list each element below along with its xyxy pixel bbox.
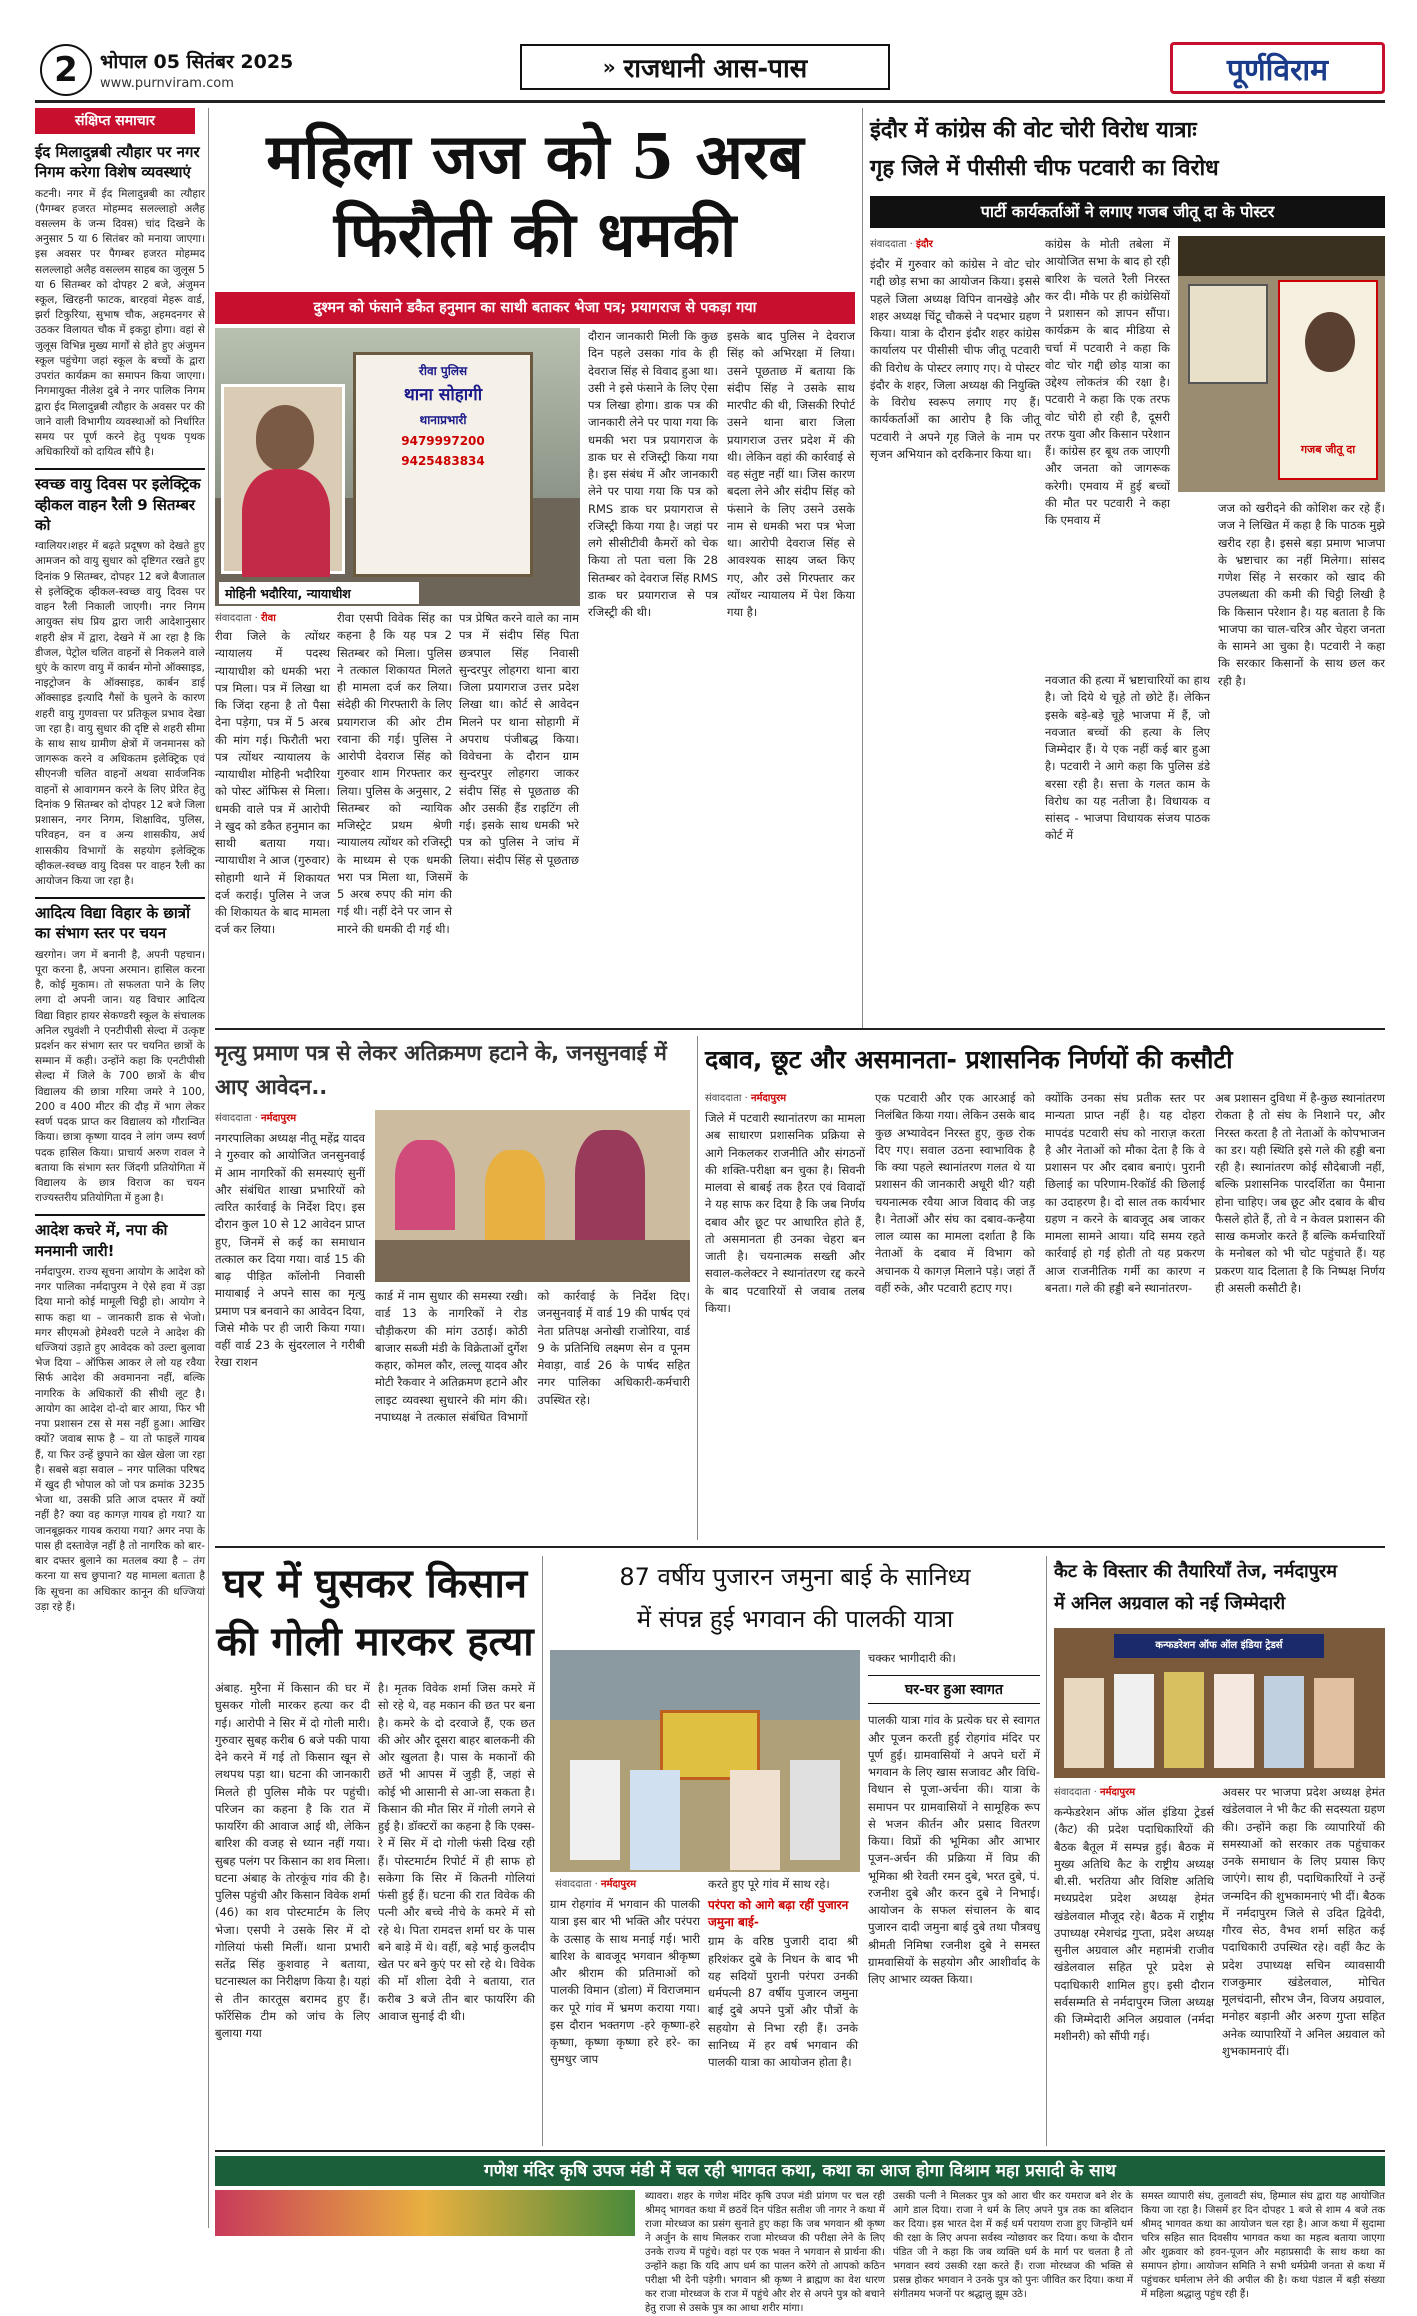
lead-body-col: रीवा एसपी विवेक सिंह का कहना है कि यह पत्र 2 सितम्बर को मिला। पुलिस ने तत्काल शिकायत मिलते ही मामला दर्ज कर लिया। संदेही की गिरफ्तारी के लिए प्रयागराज की ओर टीम रवाना की गई। पुलिस ने आरोपी देवराज सिंह को गुरुवार शाम गिरफ्तार कर लिया। पुलिस के अनुसार, 2 सितम्बर को न्यायिक मजिस्ट्रेट प्रथम श्रेणी न्यायालय त्योंथर को रजिस्ट्री के माध्यम से एक धमकी भरा पत्र मिला था, जिसमें 5 अरब रुपए की मांग की गई थी। नहीं देने पर जान से मारने की धमकी दी गई थी। — [337, 611, 452, 936]
sidebar-item — [35, 903, 205, 1206]
palki-headline-line2: में संपन्न हुई भगवान की पालकी यात्रा — [636, 1605, 954, 1633]
indore-byline: संवाददाता · इंदौर — [870, 239, 933, 250]
board-line: थानाप्रभारी — [419, 413, 467, 428]
lead-photo-caption: मोहिनी भदौरिया, न्यायाधीश — [219, 582, 419, 604]
jansunwai-byline: संवाददाता · नर्मदापुरम — [215, 1113, 297, 1124]
palki-body-col: ग्राम रोहगांव में भगवान की पालकी यात्रा इस बार भी भक्ति और परंपरा के उत्साह के साथ मनाई गई। भारी बारिश के बावजूद भगवान श्रीकृष्ण और श्रीराम की प्रतिमाओं को पालकी विमान (डोला) में विराजमान कर पूरे गांव में भ्रमण कराया गया। इस दौरान भक्तगण -हरे कृष्णा-हरे कृष्णा, कृष्णा कृष्णा हरे हरे- का सुमधुर जाप — [550, 1897, 700, 2067]
byline-reporter: संवाददाता — [1054, 1787, 1091, 1798]
byline-reporter: संवाददाता — [555, 1879, 592, 1890]
byline-place: नर्मदापुरम — [1099, 1787, 1136, 1798]
palki-subhead: परंपरा को आगे बढ़ा रहीं पुजारन जमुना बाई- — [708, 1898, 849, 1930]
indore-headline-line1: इंदौर में कांग्रेस की वोट चोरी विरोध यात्राः — [870, 118, 1197, 143]
page-number-badge — [40, 44, 92, 96]
kisan-headline-line2: की गोली मारकर हत्या — [216, 1618, 534, 1665]
byline-place: रीवा — [260, 613, 276, 624]
byline-reporter: संवाददाता — [870, 239, 907, 250]
logo: पूर्णविराम — [1170, 42, 1385, 94]
lead-body-col: दौरान जानकारी मिली कि कुछ दिन पहले उसका गांव के ही देवराज सिंह से विवाद हुआ था। उसी ने इसे फंसाने के लिए ऐसा पत्र लिखा होगा। डाक पत्र की जानकारी लेने पर पाया गया कि धमकी भरा पत्र प्रयागराज के डाक घर से रजिस्ट्री किया गया है। इस संबंध में और जानकारी लेने पर पाया गया कि पत्र को RMS डाक घर प्रयागराज से रजिस्ट्री किया गया है। जहां पर लगे सीसीटीवी कैमरों को चेक किया तो पता चला कि 28 सितम्बर को देवराज सिंह RMS डाक घर प्रयागराज से पत्र रजिस्ट्री की थी। — [588, 329, 718, 619]
section-label-box — [520, 44, 890, 90]
website-link[interactable]: www.purnviram.com — [100, 76, 234, 91]
board-line: थाना सोहागी — [403, 385, 483, 406]
jansunwai-photo — [375, 1110, 690, 1282]
byline-place: इंदौर — [915, 239, 933, 250]
jansunwai-body-col: नगरपालिका अध्यक्ष नीतू महेंद्र यादव ने गुरुवार को आयोजित जनसुनवाई में आम नागरिकों की समस्याएं सुनीं और संबंधित शाखा प्रभारियों को त्वरित कार्रवाई के निर्देश दिए। इस दौरान कुल 10 से 12 आवेदन प्राप्त हुए, जिनमें से कई का समाधान तत्काल कर दिया गया। वार्ड 15 की बाढ़ पीड़ित कॉलोनी निवासी मायाबाई ने अपने सास का मृत्यु प्रमाण पत्र बनवाने का आवेदन दिया, जिसे मौके पर ही जारी किया गया। वहीं वार्ड 23 के सुंदरलाल ने गरीबी रेखा राशन — [215, 1131, 365, 1370]
column-rule — [542, 1556, 543, 2146]
poster — [1278, 280, 1378, 480]
board-line: 9479997200 — [401, 433, 485, 448]
byline-place: नर्मदापुरम — [260, 1113, 297, 1124]
indore-body-col: जज को खरीदने की कोशिश कर रहे हैं। जज ने लिखित में कहा है कि पाठक मुझे खरीद रहा है। इससे बड़ा प्रमाण भाजपा के भ्रष्टाचार का नहीं मिलेगा। सांसद गणेश सिंह ने सरकार को खाद की उपलब्धता की कमी की चिट्ठी लिखी है कि किसान परेशान है। यह बताता है कि भाजपा का चाल-चरित्र और चेहरा जनता के सामने आ चुका है। पटवारी ने कहा कि सरकार किसानों के साथ छल कर रही है। — [1218, 501, 1385, 688]
dabav-body-col: जिले में पटवारी स्थानांतरण का मामला अब साधारण प्रशासनिक प्रक्रिया से आगे निकलकर राजनीति और संगठनों की शक्ति-परीक्षा बन चुका है। सिवनी मालवा से बाबई तक हैरत एवं विवादों ने यह साफ कर दिया है कि जब निर्णय दबाव और छूट पर आधारित होते हैं, तो असमानता ही उनका चेहरा बन जाती है। चयनात्मक सख्ती और सवाल-कलेक्टर ने स्थानांतरण रद्द करने के बाद पटवारियों से जवाब तलब किया। — [705, 1111, 865, 1315]
palki-photo — [550, 1650, 860, 1872]
column-rule — [1046, 1556, 1047, 2146]
ganesh-headline: गणेश मंदिर कृषि उपज मंडी में चल रही भागवत कथा, कथा का आज होगा विश्राम महा प्रसादी के साथ — [215, 2156, 1385, 2186]
sidebar-divider — [35, 468, 205, 470]
palki-body-col — [708, 1876, 858, 2142]
lead-headline-line1: महिला जज को 5 अरब — [266, 120, 804, 193]
indore-headline-line2: गृह जिले में पीसीसी चीफ पटवारी का विरोध — [870, 156, 1219, 181]
ganesh-body-col: ब्यावरा। शहर के गणेश मंदिर कृषि उपज मंडी प्रांगण पर चल रही श्रीमद् भागवत कथा में छठवें दिन पंडित सतीश जी नागर ने कथा में राजा मोरध्वज का प्रसंग सुनाते हुए कहा कि जब भगवान श्री कृष्ण ने अर्जुन के साथ मिलकर राजा मोरध्वज की परीक्षा लेने के लिए उनके राज्य में पहुंचे। वहां पर एक भक्त ने भगवान से प्रार्थना की। उन्होंने कहा कि यदि आप धर्म का पालन करेंगे तो आपको कठिन परीक्षा भी देनी पड़ेगी। भगवान श्री कृष्ण ने ब्राह्मण का वेश धारण कर राजा मोरध्वज के राज में पहुंचे और शेर से अपने पुत्र को बचाने हेतु राजा से उसके पुत्र का आधा शरीर मांगा। — [645, 2191, 885, 2314]
sidebar-body: खरगोन। जग में बनानी है, अपनी पहचान। पूरा करना है, अपना अरमान। हासिल करना है, कोई मुकाम। तो सफलता पाने के लिए लगा दो अपनी जान। यह विचार आदित्य विद्या विहार हायर सेकण्डरी स्कूल के संचालक अनिल रघुवंशी ने एनटीपीसी सेल्दा में उत्कृष्ट प्रदर्शन कर संभाग स्तर पर चयनित छात्रों के सम्मान में कही। उन्होंने कहा कि एनटीपीसी सेल्दा में जिले के 700 छात्रों के बीच विद्यालय की छात्रा गरिमा जमरे ने 100, 200 व 400 मीटर की दौड़ में भाग लेकर स्वर्ण पदक प्राप्त कर विद्यालय को गौरान्वित किया। छात्रा कृष्णा यादव ने लांग जम्प स्वर्ण पदक हासिल किया। प्राचार्य अरुण रावल ने बताया कि संभाग स्तर जिंदगी प्रतियोगिता में विद्यालय के छात्र विराज का चयन राज्यस्तरीय प्रतियोगिता में हुआ है। — [35, 948, 205, 1205]
kisan-body-col: है। मृतक विवेक शर्मा जिस कमरे में सो रहे थे, वह मकान की छत पर बना है। कमरे के दो दरवाजे हैं, एक छत की ओर और दूसरा बाहर बालकनी की ओर खुलता है। पास के मकानों की छतें भी आपस में जुड़ी हैं, जहां से कोई भी आसानी से आ-जा सकता है। किसान की मौत सिर में गोली लगने से हुई है। डॉक्टरों का कहना है कि एक्स-रे में सिर में दो गोली फंसी दिख रही हैं। पोस्टमार्टम रिपोर्ट में ही साफ हो सकेगा कि सिर में कितनी गोलियां फंसी हुई हैं। घटना की रात विवेक की पत्नी और बच्चे नीचे के कमरे में सो रहे थे। पिता रामदत्त शर्मा घर के पास बने बाड़े में थे। वहीं, बड़े भाई कुलदीप खेत पर बने कुएं पर सो रहे थे। विवेक की माँ शीला देवी ने बताया, रात करीब 3 बजे तीन बार फायरिंग की आवाज सुनाई दी थी। — [378, 1681, 535, 2023]
jansunwai-body-col: कार्ड में नाम सुधार की समस्या रखी। वार्ड 13 के नागरिकों ने रोड चौड़ीकरण की मांग उठाई। कोठी बाजार सब्जी मंडी के विक्रेताओं दुर्गेश कहार, कोमल कौर, लल्लू यादव और मोटी रैकवार ने अतिक्रमण हटाने और लाइट व्यवस्था सुधारने की मांग की। नपाध्यक्ष ने तत्काल संबंधित विभागों को कार्रवाई के निर्देश दिए। जनसुनवाई में वार्ड 19 की पार्षद एवं नेता प्रतिपक्ष अनोखी राजोरिया, वार्ड 9 के प्रतिनिधि लक्ष्मण सेन व पूनम मेवाड़ा, वार्ड 26 के पार्षद सहित नगर पालिका अधिकारी-कर्मचारी उपस्थित रहे। — [375, 1289, 690, 1424]
sidebar-item — [35, 1220, 205, 1615]
ganesh-body-col: उसकी पत्नी ने मिलकर पुत्र को आरा चीर कर यमराज बने शेर के आगे डाल दिया। राजा ने धर्म के लिए अपने पुत्र तक का बलिदान कर दिया। इस भारत देश में कई धर्म परायण राजा हुए जिन्होंने धर्म की रक्षा के लिए अपना सर्वस्व न्योछावर कर दिया। कथा के दौरान पंडित जी ने कहा कि जब व्यक्ति धर्म के मार्ग पर चलता है तो भगवान स्वयं उसकी रक्षा करते हैं। राजा मोरध्वज की भक्ति से प्रसन्न होकर भगवान ने उनके पुत्र को पुनः जीवित कर दिया। कथा में संगीतमय भजनों पर श्रद्धालु झूम उठे। — [893, 2191, 1133, 2300]
ganesh-photo — [215, 2190, 635, 2236]
palki-byline: संवाददाता · नर्मदापुरम — [555, 1879, 637, 1890]
double-chevron-icon: » — [602, 55, 616, 79]
sidebar-divider — [35, 1214, 205, 1216]
ganesh-body-col: समस्त व्यापारी संघ, तुलावटी संघ, हिम्माल संघ द्वारा यह आयोजित किया जा रहा है। जिसमें हर दिन दोपहर 1 बजे से शाम 4 बजे तक श्रीमद् भागवत कथा का आयोजन चल रहा है। आज कथा में सुदामा चरित्र सहित सात दिवसीय भागवत कथा का महत्व बताया जाएगा और शुक्रवार को हवन-पूजन और महाप्रसादी के साथ कथा का समापन होगा। आयोजन समिति ने सभी धर्मप्रेमी जनता से कथा में पहुंचकर धर्मलाभ लेने की अपील की है। कथा पंडाल में बड़ी संख्या में महिला श्रद्धालु पहुंच रही हैं। — [1141, 2191, 1385, 2300]
poster-photo — [1178, 236, 1385, 492]
byline-place: नर्मदापुरम — [750, 1093, 787, 1104]
palki-body-text: करते हुए पूरे गांव में साथ रहे। — [708, 1877, 830, 1891]
kat-body-col: अवसर पर भाजपा प्रदेश अध्यक्ष हेमंत खंडेलवाल ने भी कैट की सदस्यता ग्रहण की। उन्होंने कहा कि व्यापारियों की समस्याओं को सरकार तक पहुंचाकर उनके समाधान के लिए प्रयास किए जाएंगे। साथ ही, पदाधिकारियों ने उन्हें जन्मदिन की शुभकामनाएं भी दीं। बैठक में नर्मदापुरम जिले से उदित द्विवेदी, गौरव सेठ, वैभव शर्मा सहित कई पदाधिकारी उपस्थित रहे। वहीं कैट के प्रदेश उपाध्यक्ष सचिन व्यावसायी राजकुमार खंडेलवाल, मोचित मूलचंदानी, सौरभ जैन, विजय अग्रवाल, मनोहर बड़ानी और अरुण गुप्ता सहित अनेक व्यापारियों ने अनिल अग्रवाल को शुभकामनाएं दीं। — [1222, 1785, 1385, 2058]
byline-reporter: संवाददाता — [215, 1113, 252, 1124]
jansunwai-headline: मृत्यु प्रमाण पत्र से लेकर अतिक्रमण हटाने के, जनसुनवाई में आए आवेदन.. — [215, 1041, 667, 1099]
sidebar-body: कटनी। नगर में ईद मिलादुन्नबी का त्यौहार (पैगम्बर हजरत मोहम्मद सलल्लाहो अलैह वसल्लम के जन्म दिवस) चांद दिखने के अनुसार 5 या 6 सितंबर को मनाया जाएगा। इस अवसर पर पैगम्बर हजरत मोहम्मद सलल्लाहो अलैह वसल्लम साहब का जुलूस 5 या 6 सितम्बर को दोपहर 2 बजे, अंजुमन स्कूल, खिरहनी फाटक, बारहवां मेहरू वार्ड, झर्रा टिकुरिया, सुभाष चौक, अहमदनगर से उठकर विलायत चौक में इकट्ठा होगा। वहां से जुलूस विभिन्न मुख्य मार्गों से होते हुए अंजुमन स्कूल पहुंचेगा जहां स्कूल के बच्चों के द्वारा उपरांत कार्यक्रम का समापन किया जाएगा। निगमायुक्त नीलेश दुबे ने नगर पालिक निगम द्वारा ईद मिलादुन्नबी त्यौहार के अवसर पर की जाने वाली विभागीय व्यवस्थाओं को निर्धारित समय पर पूर्ण करने हेतु पृथक पृथक अधिकारियों को दायित्व सौंपे है। — [35, 187, 205, 459]
palki-body-text: पालकी यात्रा गांव के प्रत्येक घर से स्वागत और पूजन करती हुई रोहगांव मंदिर पर पूर्ण हुई। ग्रामवासियों ने अपने घरों में भगवान के लिए खास सजावट और विधि-विधान से पूजा-अर्चना की। यात्रा के समापन पर ग्रामवासियों ने सामूहिक रूप से भजन कीर्तन और प्रसाद वितरण किया। विप्रों की भूमिका और आभार पूजन-अर्चन की प्रक्रिया में विप्र की भूमिका श्री रेवती रमन दुबे, भरत दुबे, पं. रजनीश दुबे और करन दुबे ने निभाई। आयोजन के सफल संचालन के बाद पुजारन दादी जमुना बाई दुबे तथा पौत्रवधु श्रीमती निमिषा रजनीश दुबे ने समस्त ग्रामवासियों के सहयोग और आशीर्वाद के लिए आभार व्यक्त किया। — [868, 1713, 1040, 1986]
kat-headline-line1: कैट के विस्तार की तैयारियाँ तेज, नर्मदापुरम — [1054, 1561, 1338, 1582]
sidebar-body: नर्मदापुरम. राज्य सूचना आयोग के आदेश को नगर पालिका नर्मदापुरम ने ऐसे हवा में उड़ा दिया मानो कोई मामूली चिट्ठी हो। आयोग ने साफ कहा था – जानकारी डाक से भेजो। मगर सीएमओ हेमेश्वरी पटले ने आदेश की धज्जियां उड़ाते हुए आवेदक को उल्टा बुलावा भेज दिया – ऑफिस आकर ले लो यह रवैया सिर्फ आदेश की अवमानना नहीं, बल्कि नागरिक के अधिकारों की सीधी लूट है। आयोग का आदेश दो-दो बार आया, फिर भी नपा प्रशासन टस से मस नहीं हुआ। आखिर क्यों? जवाब साफ है – या तो फाइलें गायब हैं, या फिर उन्हें छुपाने का खेल खेला जा रहा है। सबसे बड़ा सवाल – नगर पालिका परिषद में खुद ही भोपाल को जो पत्र क्रमांक 3235 भेजा था, उसकी प्रति आज दफ्तर में क्यों नहीं है? क्या वह कागज़ गायब हो गया? या जानबूझकर गायब कराया गया? अगर नपा के पास ही दस्तावेज़ नहीं है तो नागरिक को बार-बार दफ्तर बुलाने का मतलब क्या है – तंग करना या सच छुपाना? यह मामला बताता है कि सूचना का अधिकार कानून की धज्जियां उड़ा रहे हैं। — [35, 1265, 205, 1613]
sidebar — [35, 138, 205, 2228]
indore-body-col: कांग्रेस के मोती तबेला में आयोजित सभा के बाद हो रही बारिश के चलते रैली निरस्त कर दी। मौके पर ही कांग्रेसियों ने प्रशासन को ज्ञापन सौंपा। कार्यक्रम के बाद मीडिया से चर्चा में पटवारी ने कहा कि वोट चोर गद्दी छोड़ यात्रा का उद्देश्य लोकतंत्र की रक्षा है। पटवारी ने कहा कि एक तरफ वोट चोरी हो रही है, दूसरी तरफ युवा और किसान परेशान हैं। कांग्रेस हर बूथ तक जाएगी और जनता को जागरूक करेगी। एमवाय में हुई बच्चों की मौत पर पटवारी ने कहा कि एमवाय में — [1045, 237, 1170, 527]
kat-banner: कन्फडरेशन ऑफ ऑल इंडिया ट्रेडर्स — [1114, 1634, 1324, 1658]
palki-body-col — [868, 1650, 1040, 2142]
sidebar-body: ग्वालियर।शहर में बढ़ते प्रदूषण को देखते हुए आमजन को वायु सुधार को दृष्टिगत रखते हुए दिनांक 9 सितम्बर, दोपहर 12 बजे बैजाताल से इलेक्ट्रिक व्हीकल-स्वच्छ वायु दिवस पर वाहन रैली निकाली जाएगी। नगर निगम आयुक्त संघ प्रिय द्वारा जारी आदेशानुसार शहरी क्षेत्र में द्वारा, देखने में आ रहा है कि डीजल, पेट्रोल चलित वाहनों से निकलने वाले धुएं के कारण वायु में कार्बन मोनो ऑक्साइड, नाइट्रोजन के ऑक्साइड, कार्बन डाई ऑक्साइड इत्यादि गैसों के घुलने के कारण शहरी वायु गुणवत्ता पर प्रतिकूल प्रभाव देखा जा रहा है। वायु सुधार की दृष्टि से शहरी सीमा के साथ साथ ग्रामीण क्षेत्रों में जनमानस को जागरूक करने व अधिकतम इलेक्ट्रिक एवं सीएनजी चलित वाहनों अथवा सार्वजनिक वाहनों से आवागमन करने के लिए प्रेरित हेतु दिनांक 9 सितम्बर को दोपहर 12 बजे जिला प्रशासन, नगर निगम, शिक्षाविद, पुलिस, परिवहन, वन व अन्य शासकीय, अर्ध शासकीय विभागों के सहयोग इलेक्ट्रिक व्हीकल-स्वच्छ वायु दिवस पर वाहन रैली का आयोजन किया जा रहा है। — [35, 540, 205, 887]
dabav-byline: संवाददाता · नर्मदापुरम — [705, 1093, 787, 1104]
column-rule — [697, 1036, 698, 1540]
section-title: राजधानी आस-पास — [623, 54, 808, 84]
masthead-rule — [35, 100, 1385, 103]
palki-body-text: ग्राम के वरिष्ठ पुजारी दादा श्री हरिशंकर दुबे के निधन के बाद भी यह सदियों पुरानी परंपरा उनकी धर्मपत्नी 87 वर्षीय पुजारन जमुना बाई दुबे अपने पुत्रों और पौत्रों के सहयोग से निभा रही हैं। उनके सानिध्य में हर वर्ष भगवान की पालकी यात्रा का आयोजन होता है। — [708, 1934, 858, 2069]
sidebar-headline: ईद मिलादुन्नबी त्यौहार पर नगर निगम करेगा विशेष व्यवस्थाएं — [35, 143, 200, 182]
dabav-body-col: एक पटवारी और एक आरआई को निलंबित किया गया। लेकिन उसके बाद कुछ अभ्यावेदन निरस्त हुए, कुछ रोक दिए गए। सवाल उठना स्वाभाविक है कि क्या पहले स्थानांतरण गलत थे या प्रशासन की जानकारी अधूरी थी? यही चयनात्मक रवैया आज विवाद की जड़ है। नेताओं और संघ का दबाव-कन्हैया लाल व्यास का मामला दर्शाता है कि नेताओं के दबाव में विभाग को अचानक ये कागज़ मिलाने पड़े। जहां तैं वहीं रुके, और पटवारी हटाए गए। — [875, 1091, 1035, 1295]
lead-body-col: पत्र प्रेषित करने वाले का नाम पत्र में संदीप सिंह पिता छत्रपाल सिंह निवासी सुन्दरपुर लोहगरा थाना बारा जिला प्रयागराज उत्तर प्रदेश लिखा था। कोर्ट से आवेदन मिलने पर थाना सोहागी में अपराध पंजीबद्ध किया। विवेचना के दौरान ग्राम सुन्दरपुर लोहगरा जाकर संदीप सिंह से पूछताछ की और उसकी हैंड राइटिंग ली गई। इसके साथ धमकी भरे पत्र को पुलिस ने जांच में लिया। संदीप सिंह से पूछताछ के — [459, 611, 579, 884]
kat-photo — [1054, 1628, 1385, 1778]
sidebar-headline: स्वच्छ वायु दिवस पर इलेक्ट्रिक व्हीकल वाहन रैली 9 सितम्बर को — [35, 475, 201, 534]
dateline: भोपाल 05 सितंबर 2025 — [100, 51, 294, 73]
page-number: 2 — [54, 50, 78, 90]
judge-portrait — [221, 384, 345, 574]
section-rule — [215, 1028, 1385, 1030]
kisan-headline-line1: घर में घुसकर किसान — [222, 1560, 528, 1607]
lead-body-col: रीवा जिले के त्योंथर न्यायालय में पदस्थ न्यायाधीश को धमकी भरा पत्र मिला। पत्र में लिखा था कि जिंदा रहना है तो पैसा देना पड़ेगा, पत्र में 5 अरब की मांग गई। फिरौती भरा पत्र त्योंथर न्यायालय के न्यायाधीश मोहिनी भदौरिया को पोस्ट ऑफिस से मिला। धमकी वाले पत्र में आरोपी ने खुद को डकैत हनुमान का साथी बताया गया। न्यायाधीश ने आज (गुरुवार) सोहागी थाने में शिकायत दर्ज कराई। पुलिस ने जज की शिकायत के बाद मामला दर्ज कर लिया। — [215, 629, 330, 937]
palki-side-note: चक्कर भागीदारी की। — [868, 1651, 956, 1665]
sidebar-item — [35, 142, 205, 460]
dabav-headline: दबाव, छूट और असमानता- प्रशासनिक निर्णयों की कसौटी — [705, 1045, 1233, 1074]
kat-body-col: कन्फेडरेशन ऑफ ऑल इंडिया ट्रेडर्स (कैट) की प्रदेश पदाधिकारियों की बैठक बैतूल में सम्पन्न हुई। बैठक में मुख्य अतिथि कैट के राष्ट्रीय अध्यक्ष बी.सी. भरतिया और विशिष्ट अतिथि मध्यप्रदेश प्रदेश अध्यक्ष हेमंत खंडेलवाल मौजूद रहे। बैठक में राष्ट्रीय उपाध्यक्ष रमेशचंद्र गुप्ता, प्रदेश अध्यक्ष सुनील अग्रवाल और महामंत्री राजीव खंडेलवाल सहित पूरे प्रदेश से पदाधिकारी शामिल हुए। इसी दौरान सर्वसम्मति से नर्मदापुरम जिला अध्यक्ष की जिम्मेदारी अनिल अग्रवाल (नर्मदा मशीनरी) को सौंपी गई। — [1054, 1805, 1214, 2044]
dabav-body-col: अब प्रशासन दुविधा में है-कुछ स्थानांतरण रोकता है तो संघ के निशाने पर, और निरस्त करता है तो नेताओं के कोपभाजन का डर। यही स्थिति इसे गले की हड्डी बना रही है। स्थानांतरण कोई सौदेबाजी नहीं, बल्कि प्रशासनिक पारदर्शिता का पैमाना होना चाहिए। जब छूट और दबाव के बीच फैसले होते हैं, तो वे न केवल प्रशासन की साख कमजोर करते हैं बल्कि कर्मचारियों के मनोबल को भी चोट पहुंचाते हैं। यह प्रकरण याद दिलाता है कि निष्पक्ष निर्णय ही असली कसौटी है। — [1215, 1091, 1385, 1295]
byline-reporter: संवाददाता — [215, 613, 252, 624]
lead-body-col: इसके बाद पुलिस ने देवराज सिंह को अभिरक्षा में लिया। उसने पूछताछ में बताया कि संदीप सिंह ने उसके साथ मारपीट की थी, जिसकी रिपोर्ट उसने थाना बारा जिला प्रयागराज उत्तर प्रदेश में की थी। लेकिन वहां की कार्रवाई से वह संतुष्ट नहीं था। जिस कारण बदला लेने और संदीप सिंह को फंसाने के लिए उसने उसके नाम से धमकी भरा पत्र भेजा था। आरोपी देवराज सिंह से आवश्यक साक्ष्य जब्त किए गए, और उसे गिरफ्तार कर त्योंथर न्यायालय में पेश किया गया है। — [727, 329, 855, 619]
sidebar-headline: आदेश कचरे में, नपा की मनमानी जारी! — [35, 1221, 168, 1260]
palki-headline-line1: 87 वर्षीय पुजारन जमुना बाई के सानिध्य — [619, 1563, 971, 1591]
lead-photo — [215, 328, 580, 606]
column-rule — [862, 108, 863, 1028]
section-rule — [215, 1546, 1385, 1548]
kat-headline-line2: में अनिल अग्रवाल को नई जिम्मेदारी — [1054, 1593, 1286, 1614]
byline-place: नर्मदापुरम — [600, 1879, 637, 1890]
lead-byline: संवाददाता · रीवा — [215, 613, 276, 624]
dabav-body-col: क्योंकि उनका संघ प्रतीक स्तर पर मान्यता प्राप्त नहीं है। यह दोहरा मापदंड पटवारी संघ को नाराज़ करता है और नेताओं को मौका देता है कि वे प्रशासन पर और दबाव बनाएं। पुरानी छिलाई का परिणाम-रिकॉर्ड की छिलाई का उदाहरण है। दो साल तक कार्यभार ग्रहण न करने के बावजूद अब जाकर मामला सामने आया। यदि समय रहते कार्रवाई हो गई होती तो यह प्रकरण आज राजनीतिक गर्मी का कारण न बनता। गले की हड्डी बने स्थानांतरण- — [1045, 1091, 1205, 1295]
kisan-body-col: अंबाह. मुरैना में किसान की घर में घुसकर गोली मारकर हत्या कर दी गई। आरोपी ने सिर में दो गोली मारी। गुरुवार सुबह करीब 6 बजे पकी पाया देने करने में गई तो किसान खून से लथपथ पड़ा था। घटना की जानकारी मिलते ही पुलिस मौके पर पहुंची। परिजन का कहना है कि रात में फायरिंग की आवाज आई थी, लेकिन बारिश की वजह से ध्यान नहीं गया। सुबह पलंग पर किसान का शव मिला। घटना अंबाह के तोरकूंच गांव की है। पुलिस पहुंची और किसान विवेक शर्मा (46) का शव पोस्टमार्टम के लिए भेजा। एसपी ने उसके सिर में दो गोलियां फंसी मिलीं। थाना प्रभारी सतेंद्र सिंह कुशवाह ने बताया, घटनास्थल का निरीक्षण किया है। यहां से तीन कारतूस बरामद हुए हैं। फॉरेंसिक टीम को जांच के लिए बुलाया गया — [215, 1681, 370, 2040]
byline-reporter: संवाददाता — [705, 1093, 742, 1104]
indore-body-col: इंदौर में गुरुवार को कांग्रेस ने वोट चोर गद्दी छोड़ सभा का आयोजन किया। इससे पहले जिला अध्यक्ष विपिन वानखेड़े और शहर अध्यक्ष चिंटू चौकसे ने पदभार ग्रहण किया। यात्रा के दौरान इंदौर शहर कांग्रेस कार्यालय पर पीसीसी चीफ जीतू पटवारी की विरोध के पोस्टर लगाए गए। ये पोस्टर इंदौर के शहर, जिला अध्यक्ष की नियुक्ति के विरोध स्वरूप लगाए गए हैं। कार्यकर्ताओं का आरोप है कि जीतू पटवारी ने अपने गृह जिले के नाम पर सृजन अभियान को दरकिनार किया था। — [870, 257, 1040, 461]
lead-headline-line2: फिरौती की धमकी — [333, 198, 737, 271]
palki-subheading: घर-घर हुआ स्वागत — [868, 1675, 1040, 1704]
section-rule — [215, 2150, 1385, 2152]
indore-strap: पार्टी कार्यकर्ताओं ने लगाए गजब जीतू दा के पोस्टर — [870, 196, 1385, 228]
sidebar-rule — [208, 108, 209, 2228]
police-signboard — [353, 352, 533, 577]
sidebar-label: संक्षिप्त समाचार — [35, 108, 195, 134]
indore-body-col: नवजात की हत्या में भ्रष्टाचारियों का हाथ है। जो दिये थे चूहे तो छोटे हैं। लेकिन इसके बड़े-बड़े चूहे भाजपा में हैं, जो नवजात बच्चों की हत्या के लिए जिम्मेदार हैं। ये एक नहीं कई बार हुआ है। पटवारी ने आगे कहा कि पुलिस डंडे बरसा रही है। सत्ता के गलत काम के विरोध का यह नतीजा है। विधायक व सांसद - भाजपा विधायक संजय पाठक कोर्ट में — [1045, 673, 1210, 843]
kat-byline: संवाददाता · नर्मदापुरम — [1054, 1787, 1136, 1798]
sidebar-item — [35, 474, 205, 889]
lead-strap: दुश्मन को फंसाने डकैत हनुमान का साथी बताकर भेजा पत्र; प्रयागराज से पकड़ा गया — [215, 292, 855, 324]
poster-text: गजब जीतू दा — [1300, 443, 1356, 456]
sidebar-divider — [35, 897, 205, 899]
sidebar-headline: आदित्य विद्या विहार के छात्रों का संभाग स्तर पर चयन — [35, 904, 190, 943]
board-line: 9425483834 — [401, 454, 485, 469]
indore-body-col-extra — [870, 672, 1040, 1022]
board-line: रीवा पुलिस — [418, 364, 468, 378]
